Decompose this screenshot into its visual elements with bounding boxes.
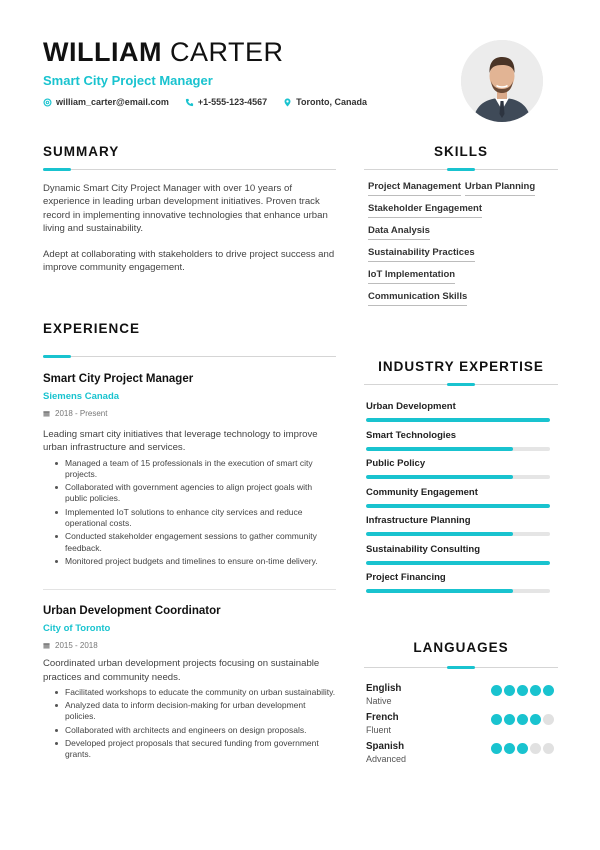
language-level: Fluent: [366, 725, 392, 735]
list-item: Monitored project budgets and timelines to ensure on-time delivery.: [55, 556, 336, 567]
rating-dot-filled: [504, 743, 515, 754]
skill-tag: Data Analysis: [368, 225, 430, 240]
expertise-item: [366, 544, 558, 573]
phone-contact[interactable]: [185, 97, 267, 107]
skills-list: [364, 181, 558, 313]
expertise-bar: [366, 475, 550, 479]
experience-heading: EXPERIENCE: [43, 321, 141, 336]
expertise-item: [366, 430, 558, 459]
language-item: [366, 712, 558, 741]
list-item: Collaborated with government agencies to align project goals with public policies.: [55, 482, 336, 505]
rating-dot-filled: [543, 685, 554, 696]
calendar-icon: [43, 410, 50, 417]
summary-paragraph-1: Dynamic Smart City Project Manager with over 10 years of experience in leading urban development initiatives. Proven track record in implementing innovative technologies that enhance urban living and sustainability.: [43, 183, 328, 234]
job-dates-text: 2015 - 2018: [55, 641, 98, 651]
email-text: william_carter@email.com: [56, 97, 169, 107]
first-name: WILLIAM: [43, 37, 162, 67]
expertise-label: Project Financing: [366, 572, 446, 583]
list-item: Developed project proposals that secured funding from government grants.: [55, 738, 336, 761]
job-bullets: [43, 687, 336, 761]
expertise-bar-fill: [366, 475, 513, 479]
avatar-icon: [461, 40, 543, 122]
rating-dot-empty: [530, 743, 541, 754]
company-name: City of Toronto: [43, 623, 111, 635]
rating-dot-filled: [491, 743, 502, 754]
expertise-bar: [366, 504, 550, 508]
expertise-item: [366, 458, 558, 487]
languages-list: [364, 683, 558, 770]
expertise-bar-fill: [366, 447, 513, 451]
profile-photo: [461, 40, 543, 122]
job-bullets: [43, 458, 336, 568]
language-rating: [489, 743, 554, 754]
language-name: French: [366, 712, 399, 723]
job-dates-text: 2018 - Present: [55, 409, 108, 418]
job-title: Urban Development Coordinator: [43, 605, 221, 618]
skill-tag: Project Management: [368, 181, 461, 196]
calendar-icon: [43, 642, 50, 649]
rating-dot-filled: [491, 714, 502, 725]
list-item: Analyzed data to inform decision-making for urban development policies.: [55, 700, 336, 723]
rating-dot-filled: [517, 685, 528, 696]
language-item: [366, 741, 558, 770]
expertise-bar: [366, 447, 550, 451]
summary-heading: SUMMARY: [43, 144, 120, 159]
language-item: [366, 683, 558, 712]
language-rating: [489, 685, 554, 696]
rating-dot-filled: [517, 714, 528, 725]
list-item: Collaborated with architects and engineers on design proposals.: [55, 725, 336, 736]
expertise-label: Urban Development: [366, 401, 456, 412]
expertise-item: [366, 487, 558, 516]
job-dates: [43, 409, 336, 418]
rating-dot-filled: [517, 743, 528, 754]
expertise-label: Infrastructure Planning: [366, 515, 471, 526]
language-rating: [489, 714, 554, 725]
industry-expertise-heading: INDUSTRY EXPERTISE: [378, 359, 544, 374]
summary-section: [43, 144, 336, 275]
list-item: Managed a team of 15 professionals in the execution of smart city projects.: [55, 458, 336, 481]
rating-dot-filled: [491, 685, 502, 696]
rating-dot-filled: [504, 714, 515, 725]
expertise-list: [364, 401, 558, 601]
expertise-item: [366, 572, 558, 601]
expertise-bar-fill: [366, 418, 550, 422]
list-item: Implemented IoT solutions to enhance city services and reduce operational costs.: [55, 507, 336, 530]
skills-heading: SKILLS: [433, 144, 488, 159]
rating-dot-empty: [543, 714, 554, 725]
experience-section: [43, 321, 336, 763]
expertise-item: [366, 515, 558, 544]
expertise-bar: [366, 418, 550, 422]
expertise-bar-fill: [366, 504, 550, 508]
rating-dot-filled: [530, 685, 541, 696]
job-separator: [43, 589, 336, 590]
expertise-label: Sustainability Consulting: [366, 543, 481, 555]
skill-tag: IoT Implementation: [368, 269, 455, 284]
list-item: Facilitated workshops to educate the community on urban sustainability.: [55, 687, 336, 698]
expertise-item: [366, 401, 558, 430]
resume-header: [43, 36, 463, 107]
language-name: English: [366, 683, 402, 694]
skill-tag: Urban Planning: [465, 181, 535, 196]
expertise-bar-fill: [366, 532, 513, 536]
expertise-label: Community Engagement: [366, 486, 478, 498]
phone-icon: [185, 98, 194, 107]
rating-dot-filled: [504, 685, 515, 696]
job-description: Leading smart city initiatives that leverage technology to improve urban infrastructure and services.: [43, 429, 318, 454]
email-contact[interactable]: [43, 97, 169, 107]
languages-heading: LANGUAGES: [413, 640, 509, 655]
skill-tag: Stakeholder Engagement: [368, 203, 482, 218]
expertise-bar: [366, 561, 550, 565]
expertise-label: Public Policy: [366, 458, 426, 469]
at-icon: [43, 98, 52, 107]
expertise-label: Smart Technologies: [366, 429, 457, 441]
expertise-bar: [366, 532, 550, 536]
rating-dot-filled: [530, 714, 541, 725]
summary-paragraph-2: Adept at collaborating with stakeholders to drive project success and improve community engagement.: [43, 249, 335, 274]
company-name: Siemens Canada: [43, 391, 120, 402]
language-name: Spanish: [366, 741, 405, 752]
skill-tag: Sustainability Practices: [368, 247, 475, 262]
job-entry: [43, 605, 336, 760]
location-contact: [283, 97, 367, 107]
skills-section: [364, 144, 558, 313]
rating-dot-empty: [543, 743, 554, 754]
languages-section: [364, 640, 558, 770]
phone-text: +1-555-123-4567: [197, 97, 268, 107]
contact-info: [43, 97, 463, 107]
language-level: Native: [366, 696, 392, 706]
expertise-bar: [366, 589, 550, 593]
expertise-bar-fill: [366, 589, 513, 593]
job-title: Smart City Project Manager: [43, 373, 194, 385]
candidate-name: [43, 36, 463, 68]
job-description: Coordinated urban development projects focusing on sustainable practices and community needs.: [43, 658, 320, 683]
map-pin-icon: [283, 98, 292, 107]
job-dates: [43, 641, 336, 650]
job-entry: [43, 373, 336, 567]
skill-tag: Communication Skills: [368, 291, 467, 306]
language-level: Advanced: [366, 754, 407, 764]
expertise-bar-fill: [366, 561, 550, 565]
list-item: Conducted stakeholder engagement sessions to gather community feedback.: [55, 531, 336, 554]
location-text: Toronto, Canada: [296, 97, 367, 107]
job-title-headline: Smart City Project Manager: [43, 73, 213, 88]
industry-expertise-section: [364, 359, 558, 601]
last-name: CARTER: [169, 37, 284, 67]
